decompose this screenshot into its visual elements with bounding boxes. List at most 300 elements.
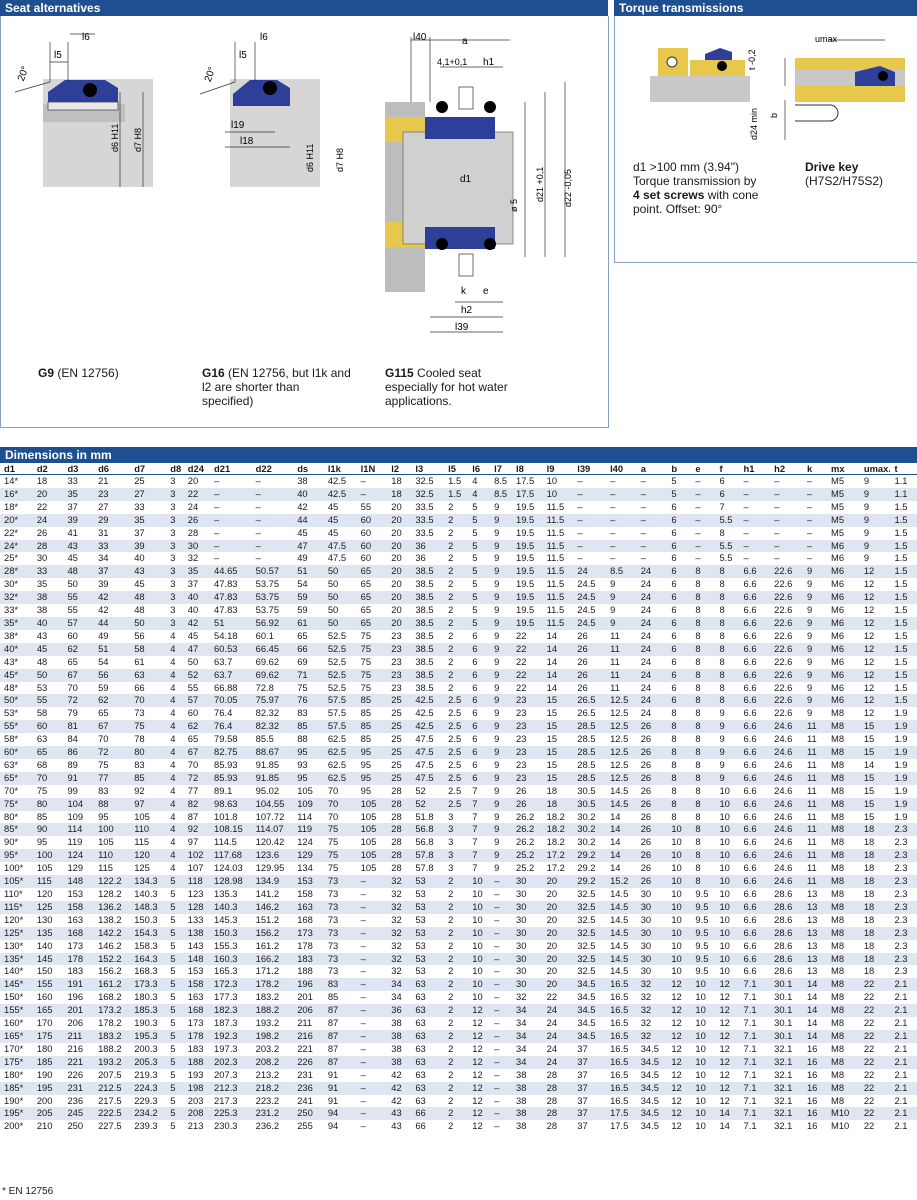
table-cell: 8	[691, 823, 715, 836]
table-cell: 173	[293, 927, 324, 940]
table-cell: 50	[130, 617, 166, 630]
table-cell: 2.5	[448, 758, 462, 770]
table-cell: 10	[667, 823, 691, 836]
table-cell: 42.5	[327, 475, 347, 486]
table-cell: 7	[472, 862, 478, 874]
table-cell: 26	[637, 875, 668, 888]
table-cell: 6.6	[740, 565, 771, 578]
table-cell: 10	[472, 939, 483, 951]
table-cell: 20	[391, 578, 402, 590]
table-cell: 6	[472, 629, 478, 641]
table-cell: 40	[184, 591, 210, 604]
column-header-d24: d24	[184, 463, 210, 475]
table-cell: 8	[691, 772, 715, 785]
table-cell: 60	[357, 540, 388, 553]
table-cell: 5	[671, 475, 677, 486]
table-row	[0, 1017, 917, 1030]
table-cell: 7	[472, 784, 478, 796]
table-cell: 2.1	[890, 1004, 917, 1017]
table-cell: 211	[63, 1030, 94, 1043]
table-cell: 28	[546, 1068, 558, 1080]
table-cell: 73	[134, 707, 145, 719]
table-cell: –	[494, 939, 500, 951]
table-cell: 153	[187, 965, 204, 977]
table-cell: 30	[637, 901, 668, 914]
table-cell: 22	[860, 1107, 891, 1120]
column-header-l3: l3	[411, 463, 444, 475]
table-cell: 114.07	[252, 823, 294, 836]
table-cell: 7.1	[740, 978, 771, 991]
table-row	[0, 604, 917, 617]
table-cell: 6	[671, 552, 677, 564]
table-cell: 66	[134, 681, 145, 693]
table-cell: 145*	[0, 978, 33, 991]
table-cell: 105	[36, 862, 53, 874]
table-cell: 45*	[0, 669, 33, 682]
table-cell: 1.9	[890, 720, 917, 733]
table-row	[0, 978, 917, 991]
table-cell: 97	[130, 798, 166, 811]
table-cell: 4	[468, 488, 490, 501]
g9-code: G9	[38, 366, 55, 380]
table-cell: 1.5	[894, 629, 908, 641]
table-cell: 38.5	[411, 669, 444, 682]
table-cell: M8	[831, 965, 845, 977]
table-cell: 2	[444, 1030, 468, 1043]
table-cell: –	[255, 526, 261, 538]
table-cell: 38	[391, 1042, 402, 1054]
table-cell: 26	[637, 772, 668, 785]
table-cell: 2.3	[894, 939, 908, 951]
table-cell: 5	[468, 565, 490, 578]
torque-line-1: d1 >100 mm (3.94")	[633, 160, 739, 174]
table-cell: 26	[637, 798, 668, 811]
table-cell: 10	[468, 901, 490, 914]
table-cell: 14	[546, 655, 558, 667]
table-cell: 8	[671, 810, 677, 822]
table-cell: 166.2	[252, 953, 294, 966]
table-cell: 9	[494, 552, 500, 564]
table-cell: 190*	[4, 1094, 24, 1106]
table-cell: 11.5	[546, 578, 565, 590]
table-cell: 24.6	[774, 758, 793, 770]
table-cell: 85	[360, 733, 372, 745]
table-cell: 26.5	[573, 694, 606, 707]
table-cell: 8	[691, 798, 715, 811]
table-cell: 11	[806, 810, 817, 822]
table-cell: 14	[806, 1017, 818, 1029]
table-cell: 38	[297, 475, 308, 486]
table-cell: 50	[324, 617, 357, 630]
table-cell: 10	[715, 798, 739, 811]
table-cell: 32.5	[577, 965, 596, 977]
table-cell: 95	[357, 746, 388, 759]
table-cell: 15.2	[606, 875, 637, 888]
table-cell: 69.62	[255, 655, 280, 667]
table-cell: 79.58	[214, 733, 238, 745]
table-cell: 177.3	[214, 991, 238, 1003]
table-cell: 24	[637, 565, 668, 578]
table-cell: 47.5	[415, 758, 434, 770]
table-cell: 10	[715, 927, 739, 940]
table-cell: 63	[411, 978, 444, 991]
table-cell: 2.5	[444, 720, 468, 733]
table-cell: –	[610, 552, 616, 564]
table-cell: 77	[187, 784, 199, 796]
column-header-e: e	[691, 463, 715, 475]
table-cell: –	[214, 475, 220, 486]
table-cell: 3	[166, 540, 184, 553]
table-cell: 26	[640, 758, 652, 770]
table-cell: M6	[827, 617, 860, 630]
table-cell: 1.5	[894, 526, 908, 538]
table-cell: 24.6	[770, 849, 803, 862]
table-cell: 6.6	[740, 720, 771, 733]
table-cell: M8	[831, 836, 845, 848]
table-cell: 2	[448, 1042, 454, 1054]
table-cell: –	[360, 1094, 366, 1106]
table-cell: 65	[98, 707, 109, 719]
table-cell: 24	[546, 1042, 558, 1054]
table-cell: 66	[415, 1120, 426, 1132]
table-cell: 26	[640, 862, 652, 874]
table-cell: –	[577, 475, 583, 486]
table-cell: 30	[512, 953, 543, 966]
table-cell: 81	[63, 720, 94, 733]
table-cell: 7.1	[740, 1107, 771, 1120]
table-cell: 22.6	[770, 591, 803, 604]
table-row	[0, 733, 917, 746]
table-cell: 18	[546, 784, 558, 796]
table-cell: 1.9	[894, 810, 908, 822]
table-cell: 30	[512, 875, 543, 888]
table-cell: 53.75	[252, 591, 294, 604]
table-cell: 51.8	[415, 810, 434, 822]
table-cell: 1.1	[894, 475, 908, 486]
table-cell: 12	[715, 1030, 739, 1043]
table-cell: 5.5	[715, 514, 739, 527]
table-cell: –	[774, 500, 780, 512]
table-row	[0, 1030, 917, 1043]
table-cell: 190.3	[134, 1017, 158, 1029]
table-cell: 98.63	[210, 798, 252, 811]
table-cell: 38	[387, 1030, 411, 1043]
table-cell: 9	[490, 694, 512, 707]
table-cell: 34	[387, 978, 411, 991]
table-cell: 6	[671, 604, 677, 616]
table-cell: 16.5	[610, 1094, 629, 1106]
table-cell: 2	[444, 1004, 468, 1017]
table-cell: 42	[98, 604, 109, 616]
table-cell: 25	[391, 707, 402, 719]
table-cell: 38	[391, 1017, 402, 1029]
table-cell: M6	[827, 565, 860, 578]
table-cell: 30	[515, 888, 527, 899]
table-cell: 15	[860, 772, 891, 785]
table-cell: 11	[803, 746, 827, 759]
table-cell: 54	[297, 578, 308, 590]
table-cell: 30	[512, 978, 543, 991]
table-cell: 193.2	[255, 1017, 280, 1029]
table-cell: 70	[187, 758, 199, 770]
table-cell: 70	[327, 784, 339, 796]
table-cell: 22	[546, 991, 558, 1003]
table-cell: 53	[415, 965, 426, 977]
table-cell: 225.3	[210, 1107, 252, 1120]
table-cell: 91	[327, 1068, 339, 1080]
table-cell: 133	[187, 913, 204, 925]
table-cell: 42	[387, 1082, 411, 1095]
column-header-l1n: l1N	[357, 463, 388, 475]
table-cell: –	[774, 552, 780, 564]
table-cell: 29.2	[573, 875, 606, 888]
table-cell: 23	[512, 720, 543, 733]
table-cell: 35	[63, 488, 94, 501]
table-cell: 62.5	[324, 772, 357, 785]
table-cell: 12	[860, 565, 891, 578]
table-cell: –	[806, 552, 813, 564]
table-cell: 5	[166, 1056, 184, 1069]
table-cell: 10	[667, 927, 691, 940]
table-cell: 24	[640, 655, 652, 667]
table-cell: 26	[577, 655, 588, 667]
table-cell: 218.2	[252, 1082, 294, 1095]
table-cell: 52	[184, 669, 210, 682]
table-cell: 24	[187, 500, 199, 512]
table-cell: 32.5	[573, 901, 606, 914]
table-cell: 9	[490, 823, 512, 836]
footnote: * EN 12756	[2, 1186, 54, 1197]
column-header-d21: d21	[210, 463, 252, 475]
table-cell: 9	[806, 655, 813, 667]
table-cell: 75	[98, 758, 109, 770]
table-cell: 5	[468, 514, 490, 527]
table-cell: 32.1	[770, 1107, 803, 1120]
table-cell: 4	[166, 823, 184, 836]
table-cell: 52	[411, 798, 444, 811]
table-cell: 16.5	[606, 1056, 637, 1069]
table-cell: 9	[490, 798, 512, 811]
table-cell: 6.6	[743, 836, 757, 848]
table-cell: 35	[36, 578, 48, 590]
table-cell: 6.6	[740, 694, 771, 707]
table-cell: 143	[187, 939, 204, 951]
table-cell: –	[691, 540, 715, 553]
table-cell: 224.3	[130, 1082, 166, 1095]
table-cell: 3	[166, 514, 184, 527]
table-cell: 105	[297, 784, 313, 796]
table-cell: 161.2	[94, 978, 130, 991]
table-cell: M8	[827, 875, 860, 888]
table-cell: 27	[130, 488, 166, 501]
table-cell: 47.5	[415, 733, 434, 745]
table-cell: 55	[360, 500, 372, 512]
table-cell: 89	[67, 758, 78, 770]
table-cell: 62	[94, 694, 130, 707]
table-cell: 47	[293, 540, 324, 553]
table-cell: 28	[391, 784, 402, 796]
table-cell: M8	[827, 1004, 860, 1017]
table-row	[0, 888, 917, 901]
table-cell: 55	[187, 681, 199, 693]
table-cell: 62	[63, 643, 94, 656]
table-cell: 12	[468, 1107, 490, 1120]
table-cell: 33.5	[415, 500, 434, 512]
table-cell: –	[494, 913, 500, 925]
table-cell: 63	[415, 1042, 426, 1054]
table-cell: 20	[387, 514, 411, 527]
table-cell: M8	[831, 913, 845, 925]
table-cell: 208	[184, 1107, 210, 1120]
table-cell: 173.3	[130, 978, 166, 991]
table-cell: 14*	[4, 475, 19, 486]
table-cell: 148	[63, 875, 94, 888]
table-cell: 22.6	[770, 669, 803, 682]
table-cell: –	[357, 1082, 388, 1095]
table-cell: 30.1	[770, 1004, 803, 1017]
table-cell: 1.9	[890, 798, 917, 811]
table-cell: 10	[472, 965, 483, 977]
table-cell: 25	[387, 694, 411, 707]
seat-alternatives-title: Seat alternatives	[5, 1, 101, 15]
table-cell: 56.8	[415, 836, 434, 848]
table-cell: 11.5	[546, 526, 565, 538]
table-cell: 57.8	[415, 862, 434, 874]
column-header-b: b	[667, 463, 691, 475]
table-cell: 59	[293, 591, 324, 604]
table-cell: 70*	[4, 784, 19, 796]
table-row	[0, 1082, 917, 1095]
table-cell: 38	[512, 1107, 543, 1120]
table-cell: 105	[360, 836, 377, 848]
table-cell: 24.6	[770, 798, 803, 811]
table-cell: 10	[671, 965, 682, 977]
table-cell: 65	[187, 733, 199, 745]
table-cell: 19.5	[515, 578, 535, 590]
table-cell: 138	[184, 927, 210, 940]
table-cell: 217.5	[98, 1094, 122, 1106]
table-cell: 63	[411, 1004, 444, 1017]
table-cell: 30.2	[577, 810, 596, 822]
table-cell: 50	[187, 655, 199, 667]
table-cell: 145	[33, 953, 64, 966]
table-cell: –	[490, 978, 512, 991]
table-cell: 2	[444, 1082, 468, 1095]
table-cell: 8	[695, 578, 701, 590]
table-cell: 12	[860, 643, 891, 656]
table-cell: 1.5	[890, 514, 917, 527]
table-cell: 163	[187, 991, 204, 1003]
table-cell: 185.3	[130, 1004, 166, 1017]
table-cell: 212.3	[210, 1082, 252, 1095]
table-cell: 53	[411, 927, 444, 940]
table-cell: 190	[36, 1068, 53, 1080]
table-cell: –	[357, 1030, 388, 1043]
table-row	[0, 1056, 917, 1069]
table-cell: 19.5	[515, 526, 535, 538]
table-cell: 9	[494, 810, 500, 822]
table-cell: 47	[184, 643, 210, 656]
table-cell: 19.5	[512, 514, 543, 527]
table-cell: –	[606, 540, 637, 553]
table-cell: 1.5	[894, 578, 908, 590]
table-cell: 32.5	[573, 953, 606, 966]
table-cell: 11	[806, 862, 817, 874]
table-cell: 10	[715, 849, 739, 862]
table-cell: 14.5	[610, 939, 629, 951]
table-cell: 10	[719, 810, 730, 822]
table-cell: 14	[806, 991, 818, 1003]
table-cell: 10	[719, 784, 730, 796]
table-cell: –	[573, 514, 606, 527]
table-cell: 80	[33, 798, 64, 811]
g115-d21-label: d21 +0,1	[535, 166, 545, 202]
table-cell: 32.1	[774, 1042, 793, 1054]
table-cell: 10	[715, 875, 739, 888]
table-cell: 1.9	[894, 707, 908, 719]
table-cell: 28.6	[774, 888, 793, 899]
table-cell: 7.1	[743, 1120, 757, 1132]
table-cell: 1.5	[894, 552, 908, 564]
table-cell: 13	[806, 913, 818, 925]
table-cell: 85	[293, 720, 324, 733]
table-cell: 12	[719, 1017, 730, 1029]
table-cell: 34.5	[637, 1107, 668, 1120]
table-cell: 24	[640, 707, 652, 719]
table-cell: 153	[293, 875, 324, 888]
g16-text: (EN 12756, but l1k and l2 are shorter than specified)	[202, 366, 351, 408]
table-cell: –	[806, 475, 813, 486]
table-cell: 32	[640, 1017, 652, 1029]
table-cell: 22.6	[774, 604, 793, 616]
table-cell: 48	[36, 655, 48, 667]
table-cell: 23	[512, 772, 543, 785]
table-cell: 20	[546, 913, 558, 925]
table-cell: 62.5	[327, 733, 347, 745]
table-cell: 39	[63, 514, 94, 527]
table-cell: –	[357, 1004, 388, 1017]
table-cell: 20	[543, 978, 574, 991]
table-cell: 3	[170, 526, 176, 538]
table-cell: 26.2	[515, 810, 535, 822]
table-cell: 51	[94, 643, 130, 656]
table-cell: 191	[63, 978, 94, 991]
table-cell: 125	[134, 862, 150, 874]
table-cell: 6.6	[740, 823, 771, 836]
table-cell: 32.1	[770, 1056, 803, 1069]
table-cell: 6.6	[743, 707, 757, 719]
table-cell: 65	[360, 578, 372, 590]
table-cell: 75*	[0, 798, 33, 811]
g115-cool-label: 4,1+0,1	[437, 57, 468, 67]
table-cell: 9.5	[691, 953, 715, 966]
table-cell: 12.5	[610, 758, 629, 770]
table-cell: 15	[860, 798, 891, 811]
table-cell: 2.1	[894, 1017, 908, 1029]
table-cell: 14.5	[606, 798, 637, 811]
table-cell: 92	[134, 784, 145, 796]
table-cell: 27	[98, 500, 109, 512]
table-cell: 52.5	[324, 643, 357, 656]
table-cell: 17.2	[546, 862, 565, 874]
table-cell: 4	[166, 720, 184, 733]
table-cell: 34	[512, 1056, 543, 1069]
table-cell: 55	[33, 694, 64, 707]
table-cell: –	[360, 991, 366, 1003]
table-cell: 52.5	[327, 629, 347, 641]
table-cell: 4	[472, 475, 478, 486]
table-cell: 100*	[4, 862, 24, 874]
